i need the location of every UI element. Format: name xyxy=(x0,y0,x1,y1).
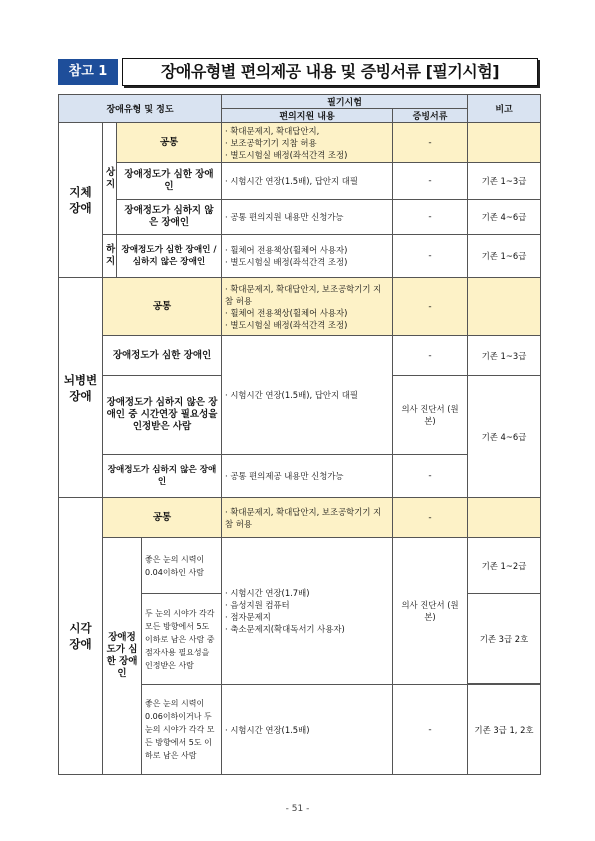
brain-common-item: · 휠체어 전용책상(휠체어 사용자) xyxy=(225,307,389,319)
brain-mild-note: 기존 4~6급 xyxy=(468,376,541,498)
physical-common-item: · 확대문제지, 확대답안지, xyxy=(225,125,389,137)
document-title: 장애유형별 편의제공 내용 및 증빙서류 [필기시험] xyxy=(122,58,538,86)
brain-mild-item: · 공통 편의제공 내용만 신청가능 xyxy=(225,470,389,482)
header-written-exam: 필기시험 xyxy=(222,95,468,109)
physical-lower-proof: - xyxy=(393,235,468,278)
brain-shared-item: · 시험시간 연장(1.5배), 답안지 대필 xyxy=(225,389,389,401)
visual-condition-3-item: · 시험시간 연장(1.5배) xyxy=(225,724,389,736)
brain-severe-proof: - xyxy=(393,336,468,376)
physical-common-item: · 보조공학기기 지참 허용 xyxy=(225,137,389,149)
visual-condition-1-note: 기존 1~2급 xyxy=(468,538,541,594)
visual-condition-3: 좋은 눈의 시력이 0.06이하이거나 두 눈의 시야가 각각 모든 방향에서 5도 이하로 남은 사람 xyxy=(142,685,222,775)
visual-group-item: · 축소문제지(확대독서기 사용자) xyxy=(225,623,389,635)
physical-lower-item: · 별도시험실 배정(좌석간격 조정) xyxy=(225,256,389,268)
physical-severe-proof: - xyxy=(393,163,468,200)
brain-shared-content xyxy=(222,336,393,455)
physical-mild-note: 기존 4~6급 xyxy=(468,200,541,235)
subcategory-lower-limb: 하지 xyxy=(103,235,117,278)
physical-common-item: · 별도시험실 배정(좌석간격 조정) xyxy=(225,149,389,161)
visual-condition-2: 두 눈의 시야가 각각 모든 방향에서 5도 이하로 남은 사람 중 점자사용 필요성을 인정받은 사람 xyxy=(142,594,222,685)
brain-mild-content xyxy=(222,455,393,498)
visual-condition-1: 좋은 눈의 시력이 0.04이하인 사람 xyxy=(142,538,222,594)
visual-condition-2-note: 기존 3급 2호 xyxy=(468,594,541,684)
brain-common-item: · 확대문제지, 확대답안지, 보조공학기기 지참 허용 xyxy=(225,283,389,307)
visual-group-item: · 음성지원 컴퓨터 xyxy=(225,599,389,611)
brain-mild-proof: - xyxy=(393,455,468,498)
visual-common-note xyxy=(468,498,541,538)
physical-mild-proof: - xyxy=(393,200,468,235)
physical-lower-content xyxy=(222,235,393,278)
visual-group-item: · 시험시간 연장(1.7배) xyxy=(225,587,389,599)
visual-common-content xyxy=(222,498,393,538)
physical-mild-label: 장애정도가 심하지 않은 장애인 xyxy=(117,200,222,235)
physical-lower-item: · 휠체어 전용책상(휠체어 사용자) xyxy=(225,244,389,256)
brain-severe-note: 기존 1~3급 xyxy=(468,336,541,376)
visual-condition-3-note: 기존 3급 1, 2호 xyxy=(468,685,541,775)
brain-common-item: · 별도시험실 배정(좌석간격 조정) xyxy=(225,319,389,331)
page-number: - 51 - xyxy=(285,804,310,814)
header-convenience: 편의지원 내용 xyxy=(222,109,393,123)
header-note: 비고 xyxy=(468,95,541,123)
visual-group-content xyxy=(222,538,393,685)
physical-common-content xyxy=(222,123,393,163)
document-title-bar xyxy=(58,58,538,86)
physical-lower-note: 기존 1~6급 xyxy=(468,235,541,278)
category-visual: 시각 장애 xyxy=(59,498,103,775)
visual-group-item: · 점자문제지 xyxy=(225,611,389,623)
subcategory-upper-limb: 상지 xyxy=(103,123,117,235)
visual-severe-label: 장애정도가 심한 장애인 xyxy=(103,538,142,775)
physical-severe-label: 장애정도가 심한 장애인 xyxy=(117,163,222,200)
visual-common-label: 공통 xyxy=(103,498,222,538)
category-physical: 지체 장애 xyxy=(59,123,103,278)
physical-severe-content xyxy=(222,163,393,200)
visual-common-item: · 확대문제지, 확대답안지, 보조공학기기 지참 허용 xyxy=(225,506,389,530)
reference-badge: 참고 1 xyxy=(58,59,118,85)
visual-common-proof: - xyxy=(393,498,468,538)
visual-condition-3-proof: - xyxy=(393,685,468,775)
visual-group-proof: 의사 진단서 (원본) xyxy=(393,538,468,685)
header-proof: 증빙서류 xyxy=(393,109,468,123)
physical-common-note xyxy=(468,123,541,163)
physical-common-label: 공통 xyxy=(117,123,222,163)
brain-common-content xyxy=(222,278,393,336)
header-type-grade: 장애유형 및 정도 xyxy=(59,95,222,123)
brain-severe-label: 장애정도가 심한 장애인 xyxy=(103,336,222,376)
brain-mild-extension-label: 장애정도가 심하지 않은 장애인 중 시간연장 필요성을 인정받은 사람 xyxy=(103,376,222,455)
brain-common-note xyxy=(468,278,541,336)
physical-mild-content xyxy=(222,200,393,235)
visual-condition-3-content xyxy=(222,685,393,775)
brain-mild-extension-proof: 의사 진단서 (원본) xyxy=(393,376,468,455)
physical-mild-item: · 공통 편의지원 내용만 신청가능 xyxy=(225,211,389,223)
physical-common-proof: - xyxy=(393,123,468,163)
category-brain-lesion: 뇌병변 장애 xyxy=(59,278,103,498)
brain-common-label: 공통 xyxy=(103,278,222,336)
physical-severe-note: 기존 1~3급 xyxy=(468,163,541,200)
accommodation-table xyxy=(58,94,541,775)
physical-lower-label: 장애정도가 심한 장애인 / 심하지 않은 장애인 xyxy=(117,235,222,278)
brain-common-proof: - xyxy=(393,278,468,336)
physical-severe-item: · 시험시간 연장(1.5배), 답안지 대필 xyxy=(225,175,389,187)
brain-mild-label: 장애정도가 심하지 않은 장애인 xyxy=(103,455,222,498)
